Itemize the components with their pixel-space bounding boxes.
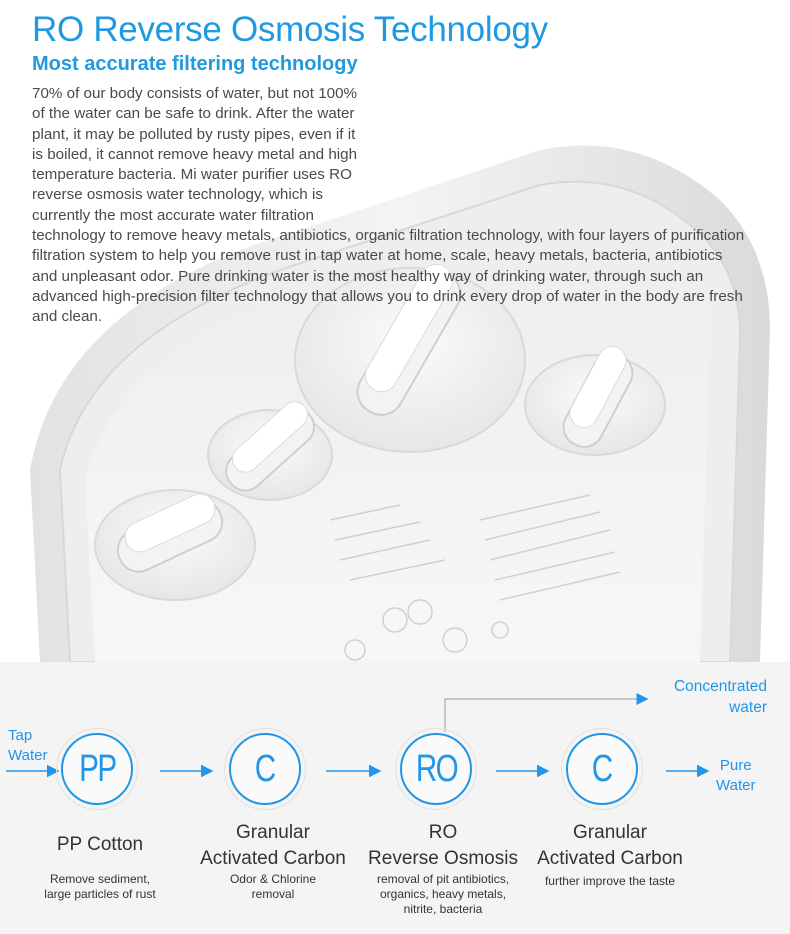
stage-pp-symbol: PP: [78, 747, 116, 790]
stage-c1-circle: [229, 733, 301, 805]
tap-water-label: Tap Water: [8, 727, 48, 764]
page-title: RO Reverse Osmosis Technology: [32, 10, 548, 49]
stage-ro-desc: removal of pit antibiotics, organics, heavy metals, nitrite, bacteria: [376, 872, 510, 916]
stage-ro-name: RO Reverse Osmosis: [368, 822, 518, 869]
pure-water-label: Pure Water: [716, 757, 756, 794]
arrow-concentrated: [445, 699, 647, 732]
stage-ro-symbol: RO: [415, 747, 457, 790]
description-text: 70% of our body consists of water, but not 100% of the water can be safe to drink. After the water plant, it may be polluted by rusty pipes, even if it is boiled, it cannot remove heavy metal and high temperature bacteria. Mi water purifier uses RO reverse osmosis water technology, which is currently the most accurate water filtration technology to remove heavy metals, antibiotics, organic filtration technology, with four layers of purification filtration system to help you remove rust in tap water at home, scale, heavy metals, bacteria, antibiotics and unpleasant odor. Pure drinking water is the most healthy way of drinking water, through such an advanced high-precision filter technology that allows you to drink every drop of water in the body are fresh and clean.: [32, 85, 745, 326]
stage-c2-desc: further improve the taste: [544, 874, 676, 888]
stage-c1-name: Granular Activated Carbon: [200, 822, 346, 869]
stage-ro-circle: [400, 733, 472, 805]
stage-c2-symbol: C: [592, 747, 612, 790]
page-subtitle: Most accurate filtering technology: [32, 53, 358, 75]
stage-pp-circle: [61, 733, 133, 805]
stage-c1-desc: Odor & Chlorine removal: [229, 872, 317, 901]
stage-c1-symbol: C: [255, 747, 275, 790]
filter-1-cap: [95, 489, 255, 600]
stage-pp-desc: Remove sediment, large particles of rust: [44, 872, 156, 901]
description-paragraph: [32, 84, 752, 328]
stage-c2-name: Granular Activated Carbon: [537, 822, 683, 869]
filtration-process: [0, 662, 790, 934]
stage-pp-name: PP Cotton: [56, 834, 144, 855]
stage-c2-circle: [566, 733, 638, 805]
concentrated-water-label: Concentrated water: [673, 678, 767, 716]
